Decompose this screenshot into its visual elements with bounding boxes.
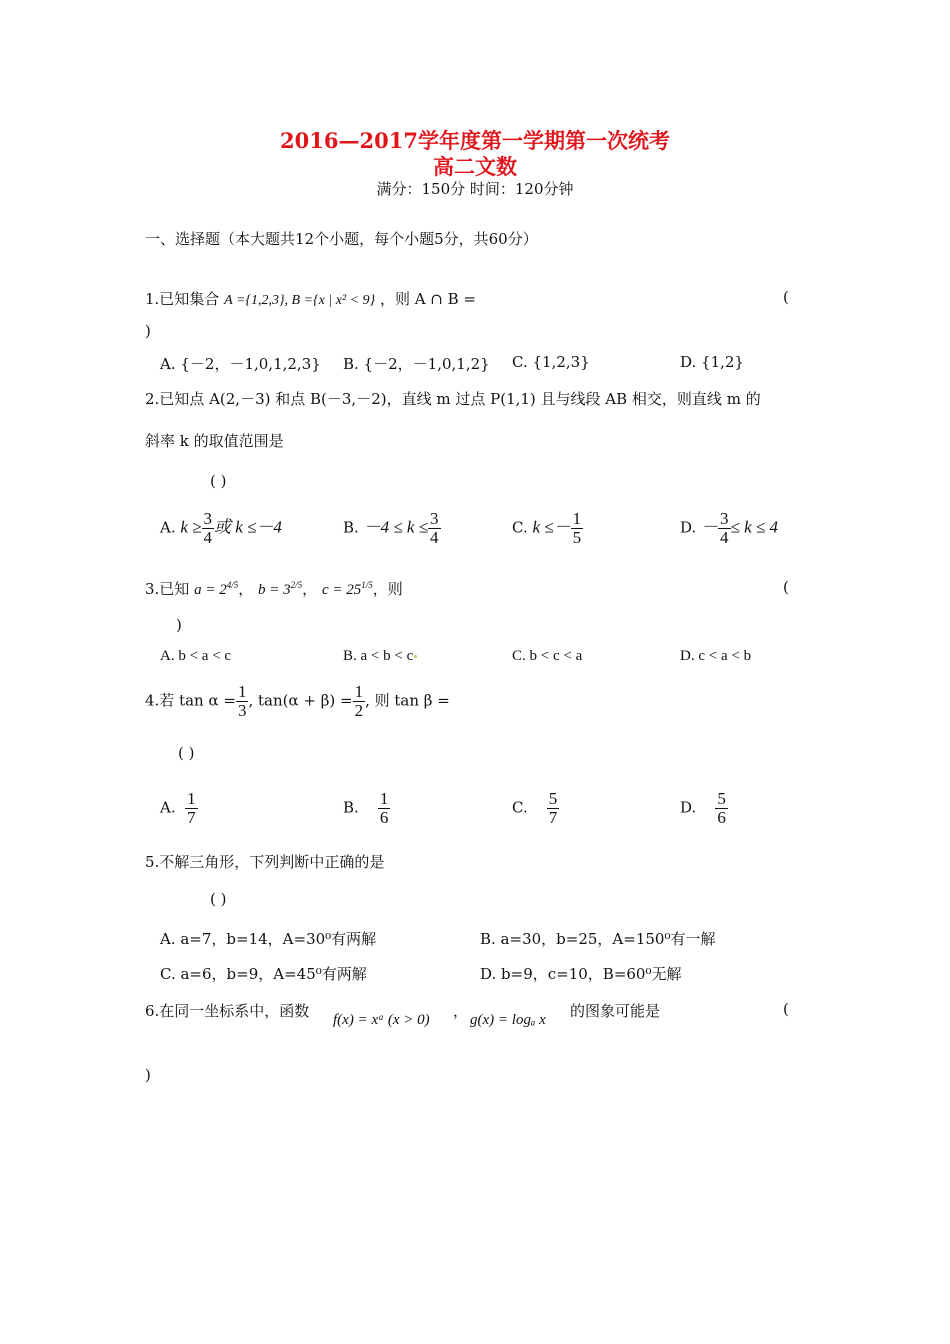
q3-option-d: D. c < a < b [680,648,752,664]
q2-d-fraction: $\frac{3}{4}$ [720,509,729,547]
q2-c-fraction: $\frac{1}{5}$ [572,509,582,547]
q5-option-b: B. a=30，b=25，A=150⁰有一解 [480,930,716,948]
q3-paren-close: ) [176,616,182,634]
q1-paren-open: ( [783,288,789,306]
q2-option-b: B. －4 ≤ k ≤ $\frac{3}{4}$ [343,509,439,547]
q6-g-expr: g(x) = logₐ x [470,1012,546,1028]
q4-mid: , tan(α + β) = [248,691,353,710]
q3-b: $b = 3^{2/5}$ [258,580,303,598]
q3-option-a: A. b < a < c [160,648,232,664]
q1-math: A ={1,2,3}, B ={x | x² < 9} [224,293,376,308]
q4-frac-2: $\frac{1}{2}$ [354,682,364,720]
q2-option-a: A. k ≥ $\frac{3}{4}$ 或 k ≤－4 [160,509,282,547]
q3-c: $c = 25^{1/5}$ [321,580,373,598]
exam-title: 2016—2017学年度第一学期第一次统考 [280,128,670,153]
q6-comma: ， [453,1002,469,1020]
q1-prefix: 1.已知集合 [145,290,220,308]
question-6-prefix: 6.在同一坐标系中，函数 [145,1002,310,1020]
question-5: 5.不解三角形，下列判断中正确的是 [145,853,385,871]
exam-subtitle: 高二文数 [433,154,517,179]
q1-option-b: B. {－2，－1,0,1,2} [343,355,490,373]
q1-option-d: D. {1,2} [680,353,744,371]
exam-meta: 满分：150分 时间：120分钟 [376,180,574,198]
q6-suffix: 的图象可能是 [570,1002,661,1020]
q4-suffix: , 则 tan β = [365,691,450,710]
q6-paren-open: ( [783,1000,789,1018]
q1-option-a: A. {－2，－1,0,1,2,3} [160,355,321,373]
q2-option-d: D. － $\frac{3}{4}$ ≤ k ≤ 4 [680,509,779,547]
q3-paren-open: ( [783,578,789,596]
question-2-line2: 斜率 k 的取值范围是 [145,432,284,450]
q2-b-fraction: $\frac{3}{4}$ [430,509,439,547]
q6-paren-close: ) [145,1066,151,1084]
q2-a-fraction: $\frac{3}{4}$ [203,509,213,547]
question-3: 3.已知 $a = 2^{4/5}$， $b = 3^{2/5}$， $c = 25^{1/5}$，则 [145,580,403,598]
q1-suffix: ，则 A ∩ B = [379,290,477,308]
q2-option-c: C. k ≤－ $\frac{1}{5}$ [512,509,582,547]
q5-paren: ( ) [210,890,227,908]
q5-option-a: A. a=7，b=14，A=30⁰有两解 [160,930,377,948]
q3-option-c: C. b < c < a [512,648,583,664]
q3-prefix: 3.已知 [145,580,190,598]
question-1 [145,288,476,309]
q2-paren: ( ) [210,472,227,490]
q1-option-c: C. {1,2,3} [512,353,590,371]
q4-option-d: D. $\frac{5}{6}$ [680,789,726,827]
question-2-line1: 2.已知点 A(2,－3) 和点 B(－3,－2)，直线 m 过点 P(1,1) 且与线段 AB 相交，则直线 m 的 [145,390,761,408]
q6-f-expr: f(x) = xᵃ (x > 0) [333,1012,430,1028]
q1-paren-close: ) [145,322,151,340]
q5-option-c: C. a=6，b=9，A=45⁰有两解 [160,965,367,983]
q3-suffix: ，则 [372,580,403,598]
q5-option-d: D. b=9，c=10，B=60⁰无解 [480,965,682,983]
q4-frac-1: $\frac{1}{3}$ [237,682,247,720]
q4-option-a: A. $\frac{1}{7}$ [160,789,196,827]
q4-prefix: 4.若 tan α = [145,691,236,710]
q4-option-c: C. $\frac{5}{7}$ [512,789,558,827]
q4-paren: ( ) [178,744,195,762]
section-heading: 一、选择题（本大题共12个小题，每个小题5分，共60分） [145,230,538,248]
question-4 [145,683,450,720]
q4-option-b: B. $\frac{1}{6}$ [343,789,389,827]
q3-a: $a = 2^{4/5}$ [194,580,239,598]
q3-option-b: B. a < b < c [343,648,417,665]
stray-dot [414,655,417,658]
